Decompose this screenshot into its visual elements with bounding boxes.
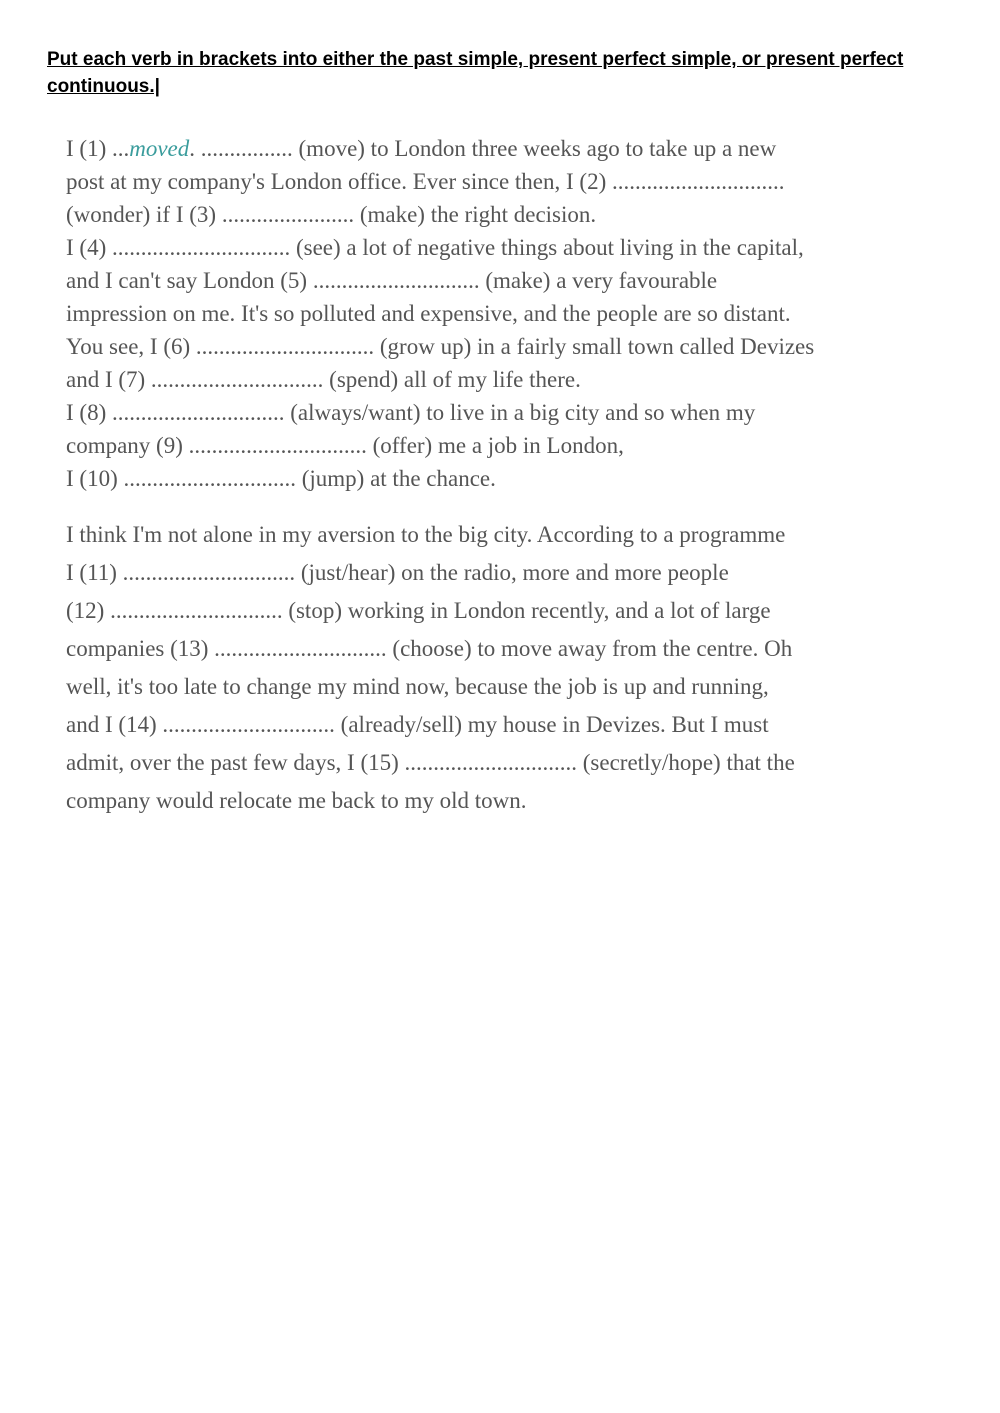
paragraph-line: I (8) .............................. (always/want) to live in a big city and so when my — [66, 400, 756, 425]
paragraph-line: and I can't say London (5) ............................. (make) a very favourable — [66, 268, 718, 293]
exercise-paragraph-2 — [66, 516, 795, 820]
example-answer: moved — [129, 136, 190, 161]
paragraph-line: and I (7) .............................. (spend) all of my life there. — [66, 367, 581, 392]
paragraph-line: company would relocate me back to my old town. — [66, 788, 527, 813]
paragraph-line: I (10) .............................. (jump) at the chance. — [66, 466, 496, 491]
paragraph-line: post at my company's London office. Ever since then, I (2) .............................. — [66, 169, 785, 194]
paragraph-line — [66, 132, 814, 165]
paragraph-line: company (9) ............................... (offer) me a job in London, — [66, 433, 624, 458]
paragraph-line: I (11) .............................. (just/hear) on the radio, more and more people — [66, 560, 729, 585]
line-text: I (1) ... — [66, 136, 130, 161]
line-text: . ................ (move) to London three weeks ago to take up a new — [189, 136, 777, 161]
paragraph-line: You see, I (6) ............................... (grow up) in a fairly small town called Devizes — [66, 334, 815, 359]
paragraph-line: (12) .............................. (stop) working in London recently, and a lot of large — [66, 598, 771, 623]
exercise-paragraph-1 — [66, 132, 814, 495]
paragraph-line: impression on me. It's so polluted and expensive, and the people are so distant. — [66, 301, 791, 326]
paragraph-line: companies (13) .............................. (choose) to move away from the centre. Oh — [66, 636, 793, 661]
paragraph-line: and I (14) .............................. (already/sell) my house in Devizes. But I must — [66, 712, 769, 737]
paragraph-line: admit, over the past few days, I (15) .............................. (secretly/hope) that the — [66, 750, 795, 775]
instructions-heading: Put each verb in brackets into either the past simple, present perfect simple, or present perfect continuous.| — [47, 49, 904, 97]
paragraph-line: (wonder) if I (3) ....................... (make) the right decision. — [66, 202, 597, 227]
paragraph-line: I think I'm not alone in my aversion to the big city. According to a programme — [66, 522, 786, 547]
paragraph-line: I (4) ............................... (see) a lot of negative things about living in the capital, — [66, 235, 804, 260]
paragraph-line: well, it's too late to change my mind now, because the job is up and running, — [66, 674, 769, 699]
